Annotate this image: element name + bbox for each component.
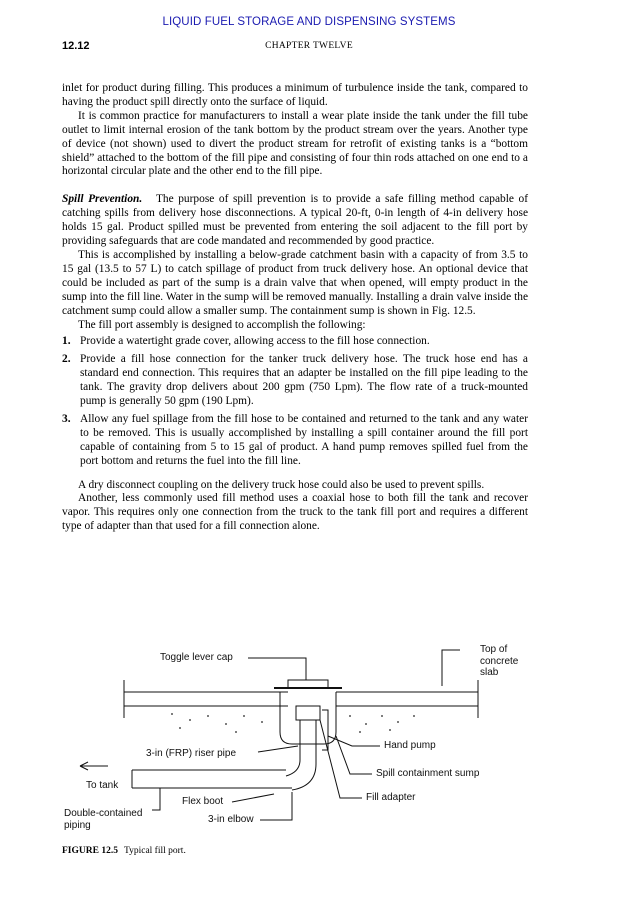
list-number: 2. xyxy=(62,353,71,366)
label-riser-pipe: 3-in (FRP) riser pipe xyxy=(146,748,237,759)
leader-fill-adapter xyxy=(320,720,362,798)
list-number: 1. xyxy=(62,335,71,348)
chapter-title: CHAPTER TWELVE xyxy=(265,41,353,51)
figure-number: FIGURE 12.5 xyxy=(62,846,118,856)
label-flex-boot: Flex boot xyxy=(182,796,224,807)
fill-adapter-shape xyxy=(296,706,320,720)
label-top-of-concrete-slab: Top of concrete slab xyxy=(480,644,519,678)
list-text: Provide a watertight grade cover, allowing access to the fill hose connection. xyxy=(80,335,430,348)
paragraph: This is accomplished by installing a below-grade catchment basin with a capacity of from 3.5 to 15 gal (13.5 to 57 L) to catch spillage of product from truck delivery hose. An optional device that could be included as part of the sump is a drain valve that when opened, will empty product in the sump into the fill line. Water in the sump will be removed manually. Installing a drain valve inside the catchment sump could allow a smaller sump. The containment sump is shown in Fig. 12.5. xyxy=(62,248,528,317)
label-to-tank: To tank xyxy=(86,780,119,791)
leader-toggle xyxy=(248,658,306,680)
gravel-dots xyxy=(171,713,415,733)
leader-flex-boot xyxy=(232,794,274,802)
section-heading: Spill Prevention. xyxy=(62,193,143,206)
paragraph: It is common practice for manufacturers to install a wear plate inside the tank under the fill tube outlet to limit internal erosion of the tank bottom by the product stream over the years. Another type of device (not shown) used to divert the product stream for retrofit of existing tanks is a “bottom shield” attached to the bottom of the fill pipe and consisting of four thin rods attached on one end to a horizontal circular plate and the other end to the fill pipe. xyxy=(62,109,528,178)
label-toggle-lever-cap: Toggle lever cap xyxy=(160,652,233,663)
riser-pipe-shape xyxy=(286,720,316,790)
list-item xyxy=(62,413,528,469)
page-number: 12.12 xyxy=(62,40,90,52)
list-item xyxy=(62,335,528,349)
horizontal-pipe xyxy=(132,770,292,788)
list-text: Provide a fill hose connection for the tanker truck delivery hose. The truck hose end has a standard end connection. This requires that an adapter be installed on the fill pipe leading to the tank. The gravity drop delivers about 200 gpm (750 Lpm). The flow rate of a truck-mounted pump is generally 50 gpm (190 Lpm). xyxy=(80,353,528,408)
toggle-lever-cap-shape xyxy=(288,680,328,688)
list-number: 3. xyxy=(62,412,71,425)
paragraph-spill-prevention xyxy=(62,193,528,249)
fill-port-figure xyxy=(60,640,540,840)
body-text xyxy=(62,82,528,534)
label-fill-adapter: Fill adapter xyxy=(366,792,416,803)
list-item xyxy=(62,353,528,409)
paragraph-text: The purpose of spill prevention is to provide a safe filling method capable of catching spills from delivery hose disconnections. A typical 20-ft, 0-in length of 4-in delivery hose holds 15 gal. Product spilled must be prevented from entering the soil adjacent to the fill port by providing safeguards that are code mandated and recommended by good practice. xyxy=(62,193,528,248)
leader-top-of-slab xyxy=(442,650,460,686)
label-double-contained-piping: Double-contained piping xyxy=(64,808,143,831)
label-hand-pump: Hand pump xyxy=(384,740,436,751)
paragraph: inlet for product during filling. This produces a minimum of turbulence inside the tank, compared to having the product spill directly onto the surface of liquid. xyxy=(62,82,528,108)
leader-hand-pump xyxy=(328,736,380,746)
paragraph: A dry disconnect coupling on the delivery truck hose could also be used to prevent spills. xyxy=(78,478,485,491)
label-spill-containment-sump: Spill containment sump xyxy=(376,768,480,779)
paragraph: The fill port assembly is designed to accomplish the following: xyxy=(78,318,366,331)
running-title: LIQUID FUEL STORAGE AND DISPENSING SYSTEMS xyxy=(162,16,456,28)
label-elbow: 3-in elbow xyxy=(208,814,254,825)
figure-caption xyxy=(62,846,186,856)
leader-riser xyxy=(258,746,298,752)
leader-piping xyxy=(152,788,160,810)
paragraph: Another, less commonly used fill method uses a coaxial hose to both fill the tank and recover vapor. This requires only one connection from the truck to the tank fill port and requires a different type of adapter than that used for a fill connection alone. xyxy=(62,492,528,533)
figure-caption-text: Typical fill port. xyxy=(123,846,186,856)
numbered-list xyxy=(62,335,528,468)
list-text: Allow any fuel spillage from the fill hose to be contained and returned to the tank and any water to be removed. This is usually accomplished by installing a spill container around the fill port capable of containing from 5 to 15 gal of product. A hand pump removes spilled fuel from the port bottom and returns the fuel into the fill line. xyxy=(80,412,528,467)
